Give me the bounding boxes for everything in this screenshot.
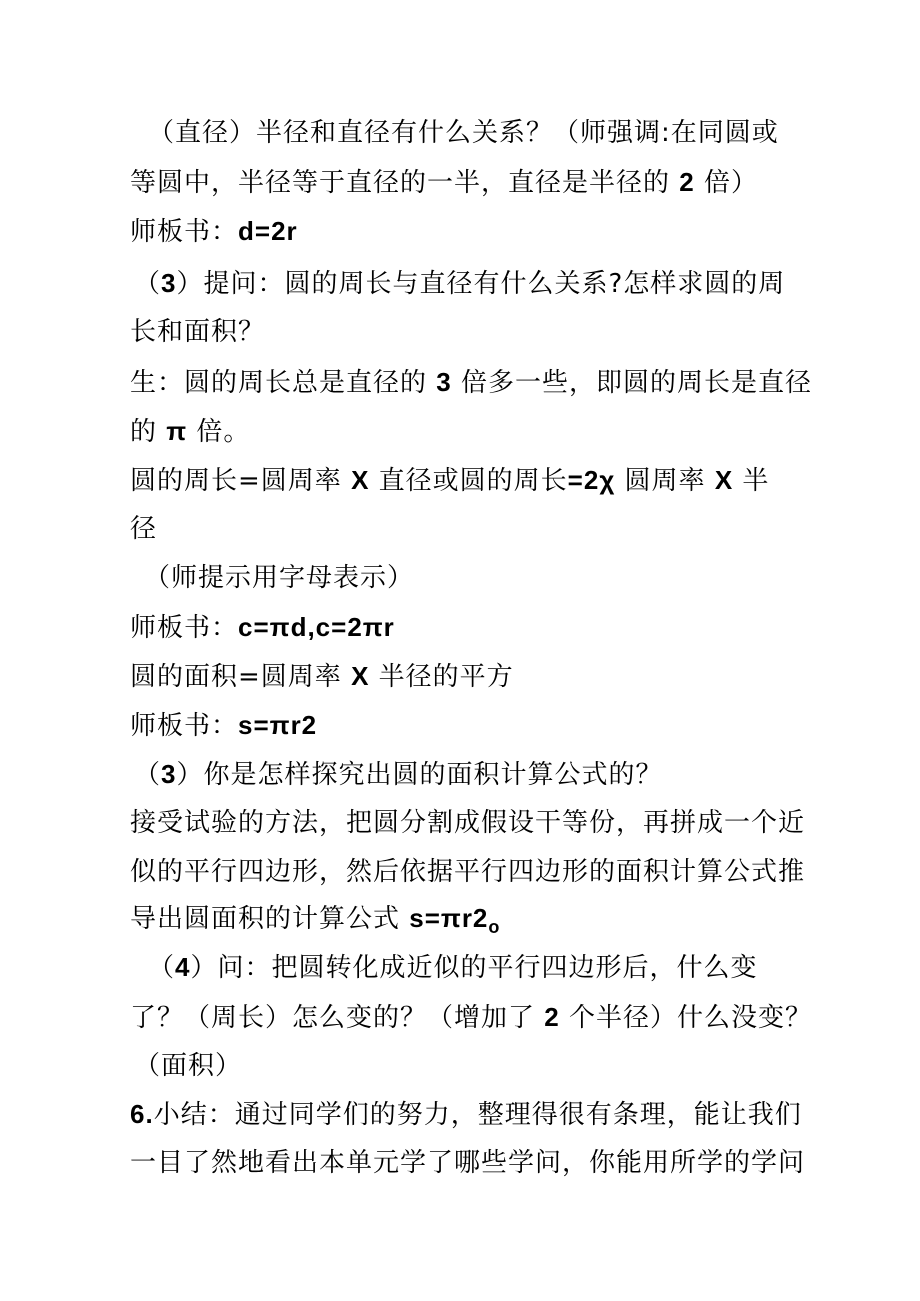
text-line-21: 6.小结：通过同学们的努力，整理得很有条理，能让我们	[130, 1099, 802, 1130]
text-line-13: 师板书：s=πr2	[130, 710, 318, 741]
text-line-5: 长和面积？	[130, 317, 266, 347]
text-line-7: 的 π 倍。	[130, 416, 251, 447]
text-line-2: 等圆中，半径等于直径的一半，直径是半径的 2 倍）	[130, 167, 758, 198]
text-line-8: 圆的周长=圆周率 X 直径或圆的周长=2χ 圆周率 X 半	[130, 465, 770, 496]
text-line-1: （直径）半径和直径有什么关系？（师强调:在同圆或	[148, 118, 779, 148]
text-line-18: （4）问：把圆转化成近似的平行四边形后，什么变	[148, 952, 758, 983]
text-line-22: 一目了然地看出本单元学了哪些学问，你能用所学的学问	[130, 1148, 806, 1178]
text-line-6: 生：圆的周长总是直径的 3 倍多一些，即圆的周长是直径	[130, 367, 812, 398]
text-line-12: 圆的面积=圆周率 X 半径的平方	[130, 661, 514, 692]
text-line-19: 了？（周长）怎么变的？（增加了 2 个半径）什么没变？	[130, 1002, 812, 1033]
text-line-10: （师提示用字母表示）	[144, 563, 415, 593]
text-line-4: （3）提问：圆的周长与直径有什么关系?怎样求圆的周	[134, 268, 786, 299]
text-line-16: 似的平行四边形，然后依据平行四边形的面积计算公式推	[130, 857, 806, 887]
text-line-11: 师板书：c=πd,c=2πr	[130, 612, 395, 643]
text-line-3: 师板书：d=2r	[130, 216, 298, 247]
text-line-14: （3）你是怎样探究出圆的面积计算公式的？	[134, 759, 663, 790]
text-line-9: 径	[130, 514, 158, 544]
text-line-17: 导出圆面积的计算公式 $s=\pi r2_o$	[130, 903, 501, 937]
text-line-15: 接受试验的方法，把圆分割成假设干等份，再拼成一个近	[130, 808, 806, 838]
text-line-20: （面积）	[134, 1051, 243, 1081]
